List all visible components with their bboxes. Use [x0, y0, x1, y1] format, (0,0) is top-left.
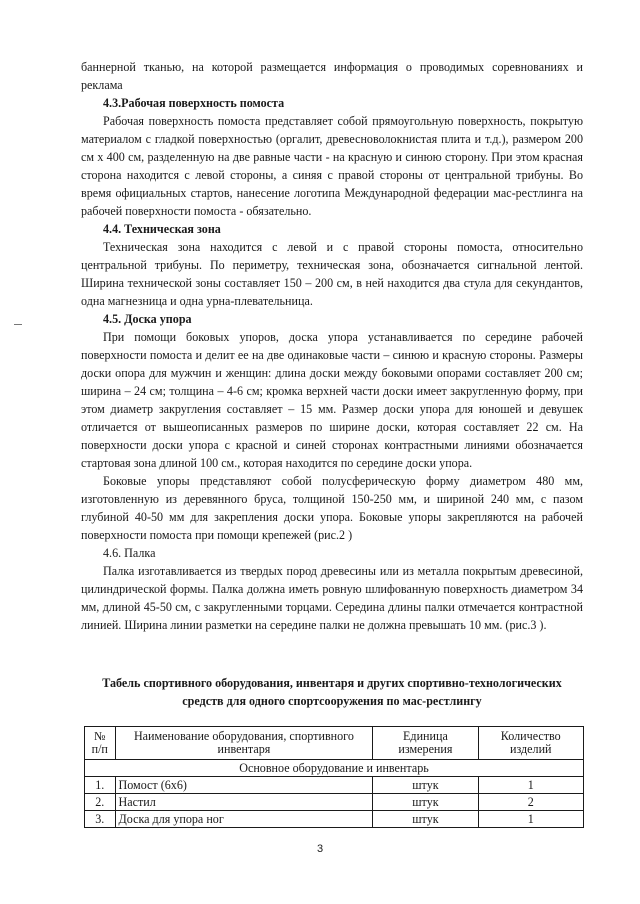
- row-num: 2.: [85, 794, 116, 811]
- header-unit: Единица измерения: [373, 727, 478, 760]
- table-title: Табель спортивного оборудования, инвентаря и других спортивно-технологических средств для одного спортсооружения по мас-рестлингу: [102, 676, 562, 708]
- row-qty: 1: [478, 777, 583, 794]
- row-name: Настил: [115, 794, 373, 811]
- header-num: № п/п: [85, 727, 116, 760]
- heading-4-5: 4.5. Доска упора: [103, 312, 192, 326]
- heading-4-3: 4.3.Рабочая поверхность помоста: [103, 96, 285, 110]
- row-name: Доска для упора ног: [115, 811, 373, 828]
- page-number: 3: [316, 843, 324, 855]
- row-unit: штук: [373, 811, 478, 828]
- table-row: [85, 777, 584, 794]
- header-name: Наименование оборудования, спортивного инвентаря: [115, 727, 373, 760]
- table-header-row: [85, 727, 584, 760]
- row-qty: 1: [478, 811, 583, 828]
- table-row: [85, 794, 584, 811]
- heading-4-6: 4.6. Палка: [103, 546, 156, 560]
- body-text: [81, 58, 583, 634]
- paragraph-intro: баннерной тканью, на которой размещается информация о проводимых соревнованиях и реклама: [81, 60, 583, 92]
- row-unit: штук: [373, 794, 478, 811]
- row-qty: 2: [478, 794, 583, 811]
- paragraph-4-4: Техническая зона находится с левой и с правой стороны помоста, относительно центральной трибуны. По периметру, техническая зона, обозначается сигнальной лентой. Ширина технической зоны составляет 150 – 200 см, в ней находится два стула для секундантов, одна магнезница и одна урна-плевательница.: [81, 240, 583, 308]
- row-num: 3.: [85, 811, 116, 828]
- header-qty: Количество изделий: [478, 727, 583, 760]
- table-row: [85, 811, 584, 828]
- paragraph-4-6: Палка изготавливается из твердых пород древесины или из металла покрытым древесиной, цилиндрической формы. Палка должна иметь ровную шлифованную поверхность диаметром 34 мм, длиной 45-50 см, с закругленными торцами. Середина длины палки отмечается контрастной линией. Ширина линии разметки на середине палки не должна превышать 10 мм. (рис.3 ).: [81, 564, 583, 632]
- row-name: Помост (6х6): [115, 777, 373, 794]
- paragraph-4-5-b: Боковые упоры представляют собой полусферическую форму диаметром 480 мм, изготовленную из деревянного бруса, толщиной 150-250 мм, и шириной 240 мм, с пазом глубиной 40-50 мм для закрепления доски упора. Боковые упоры закрепляются на рабочей поверхности помоста при помощи крепежей (рис.2 ): [81, 474, 583, 542]
- paragraph-4-3: Рабочая поверхность помоста представляет собой прямоугольную поверхность, покрытую материалом с гладкой поверхностью (оргалит, древесноволокнистая плита и т.д.), размером 200 см х 400 см, разделенную на две равные части - на красную и синюю сторону. При этом красная сторона находится с левой стороны, а синяя с правой стороны от центральной трибуны. Во время официальных стартов, нанесение логотипа Международной федерации мас-рестлинга на рабочей поверхности помоста - обязательно.: [81, 114, 583, 218]
- row-num: 1.: [85, 777, 116, 794]
- row-unit: штук: [373, 777, 478, 794]
- heading-4-4: 4.4. Техническая зона: [103, 222, 221, 236]
- table-section-row: [85, 760, 584, 777]
- section-title: Основное оборудование и инвентарь: [85, 760, 584, 777]
- margin-mark: [14, 324, 22, 325]
- equipment-table: [84, 726, 584, 828]
- paragraph-4-5-a: При помощи боковых упоров, доска упора устанавливается по середине рабочей поверхности помоста и делит ее на две одинаковые части – синюю и красную стороны. Размеры доски опора для мужчин и женщин: длина доски между боковыми опорами составляет 200 см; ширина – 24 см; толщина – 4-6 см; кромка верхней части доски имеет закругленную форму, при этом диаметр закругления составляет – 15 мм. Размер доски упора для юношей и девушек отличается от вышеописанных размеров по ширине доски, которая составляет 22 см. На поверхности доски упора с красной и синей сторонах контрастными линиями обозначается стартовая зона длиной 100 см., которая находится по середине доски упора.: [81, 330, 583, 470]
